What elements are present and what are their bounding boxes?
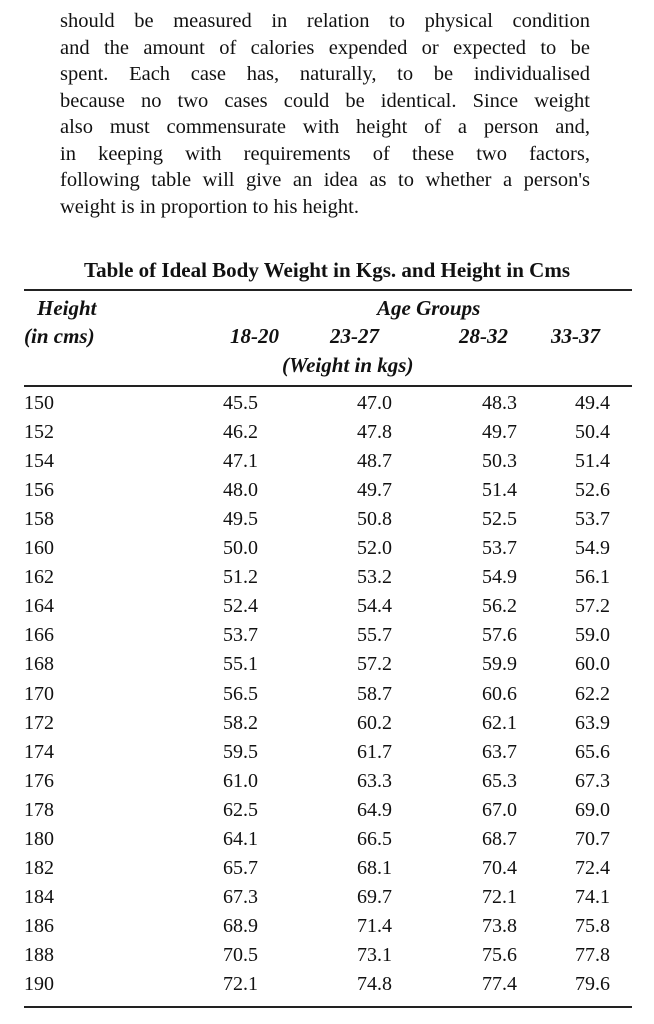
weight-unit-label: (Weight in kgs) xyxy=(282,353,414,377)
weight-cell: 61.7 xyxy=(357,740,392,763)
weight-cell: 53.2 xyxy=(357,566,392,589)
table-row xyxy=(0,421,654,450)
height-cell: 186 xyxy=(24,914,54,937)
weight-cell: 68.1 xyxy=(357,856,392,879)
paragraph-line: should be measured in relation to physical condition xyxy=(60,10,590,32)
age-group-23-27: 23-27 xyxy=(330,324,379,348)
height-cell: 170 xyxy=(24,682,54,705)
height-cell: 150 xyxy=(24,392,54,414)
weight-cell: 56.1 xyxy=(575,566,610,589)
height-cell: 178 xyxy=(24,798,54,821)
weight-cell: 70.4 xyxy=(482,856,517,879)
weight-cell: 67.3 xyxy=(223,885,258,908)
weight-cell: 72.4 xyxy=(575,856,610,879)
weight-cell: 77.8 xyxy=(575,943,610,966)
weight-cell: 74.8 xyxy=(357,973,392,995)
weight-cell: 65.6 xyxy=(575,740,610,763)
table-row xyxy=(0,741,654,770)
height-cell: 154 xyxy=(24,450,54,473)
weight-cell: 68.7 xyxy=(482,827,517,850)
weight-cell: 51.4 xyxy=(482,479,517,502)
weight-cell: 50.3 xyxy=(482,450,517,473)
weight-cell: 73.8 xyxy=(482,914,517,937)
weight-cell: 65.7 xyxy=(223,856,258,879)
weight-cell: 67.3 xyxy=(575,769,610,792)
height-cell: 158 xyxy=(24,508,54,531)
table-row xyxy=(0,712,654,741)
weight-cell: 45.5 xyxy=(223,392,258,414)
weight-cell: 53.7 xyxy=(575,508,610,531)
height-cell: 182 xyxy=(24,856,54,879)
weight-cell: 47.8 xyxy=(357,421,392,444)
table-row xyxy=(0,886,654,915)
weight-cell: 50.0 xyxy=(223,537,258,560)
paragraph-line: in keeping with requirements of these two factors, xyxy=(60,142,590,165)
weight-cell: 55.1 xyxy=(223,653,258,676)
weight-cell: 75.6 xyxy=(482,943,517,966)
table-bottom-rule xyxy=(24,1006,632,1008)
weight-cell: 51.2 xyxy=(223,566,258,589)
height-cell: 176 xyxy=(24,769,54,792)
table-row xyxy=(0,973,654,1002)
height-cell: 164 xyxy=(24,595,54,618)
height-cell: 172 xyxy=(24,711,54,734)
weight-cell: 49.7 xyxy=(482,421,517,444)
weight-cell: 75.8 xyxy=(575,914,610,937)
weight-cell: 70.5 xyxy=(223,943,258,966)
table-row xyxy=(0,683,654,712)
weight-cell: 61.0 xyxy=(223,769,258,792)
weight-cell: 49.5 xyxy=(223,508,258,531)
table-row xyxy=(0,828,654,857)
weight-cell: 62.5 xyxy=(223,798,258,821)
weight-cell: 52.5 xyxy=(482,508,517,531)
age-group-18-20: 18-20 xyxy=(230,324,279,348)
weight-cell: 49.7 xyxy=(357,479,392,502)
table-title: Table of Ideal Body Weight in Kgs. and Height in Cms xyxy=(83,258,571,282)
weight-cell: 52.4 xyxy=(223,595,258,618)
weight-cell: 48.3 xyxy=(482,392,517,414)
height-cell: 180 xyxy=(24,827,54,850)
weight-cell: 74.1 xyxy=(575,885,610,908)
weight-cell: 60.0 xyxy=(575,653,610,676)
weight-cell: 54.9 xyxy=(575,537,610,560)
weight-cell: 77.4 xyxy=(482,973,517,995)
table-row xyxy=(0,624,654,653)
weight-cell: 62.2 xyxy=(575,682,610,705)
paragraph-line: because no two cases could be identical. Since weight xyxy=(60,89,590,112)
weight-cell: 50.4 xyxy=(575,421,610,444)
paragraph-line: spent. Each case has, naturally, to be individualised xyxy=(60,63,590,85)
weight-cell: 56.5 xyxy=(223,682,258,705)
table-row xyxy=(0,450,654,479)
height-cell: 188 xyxy=(24,943,54,966)
age-group-33-37: 33-37 xyxy=(551,324,600,348)
weight-cell: 57.2 xyxy=(357,653,392,676)
weight-cell: 73.1 xyxy=(357,943,392,966)
height-unit-label: (in cms) xyxy=(24,324,95,348)
height-cell: 160 xyxy=(24,537,54,560)
table-row xyxy=(0,857,654,886)
weight-cell: 51.4 xyxy=(575,450,610,473)
weight-cell: 54.9 xyxy=(482,566,517,589)
weight-cell: 72.1 xyxy=(482,885,517,908)
weight-cell: 53.7 xyxy=(223,624,258,647)
paragraph-line: following table will give an idea as to whether a person's xyxy=(60,169,590,191)
paragraph-line: and the amount of calories expended or expected to be xyxy=(60,36,590,59)
weight-cell: 58.7 xyxy=(357,682,392,705)
height-cell: 156 xyxy=(24,479,54,502)
table-row xyxy=(0,537,654,566)
height-cell: 190 xyxy=(24,973,54,995)
weight-cell: 52.6 xyxy=(575,479,610,502)
weight-cell: 56.2 xyxy=(482,595,517,618)
weight-cell: 66.5 xyxy=(357,827,392,850)
weight-cell: 72.1 xyxy=(223,973,258,995)
weight-cell: 59.9 xyxy=(482,653,517,676)
weight-cell: 64.1 xyxy=(223,827,258,850)
height-cell: 166 xyxy=(24,624,54,647)
table-row xyxy=(0,915,654,944)
weight-cell: 71.4 xyxy=(357,914,392,937)
weight-cell: 57.2 xyxy=(575,595,610,618)
table-top-rule xyxy=(24,289,632,291)
weight-cell: 55.7 xyxy=(357,624,392,647)
height-column-header: Height xyxy=(37,296,97,320)
weight-cell: 68.9 xyxy=(223,914,258,937)
weight-cell: 63.9 xyxy=(575,711,610,734)
weight-cell: 52.0 xyxy=(357,537,392,560)
weight-cell: 59.0 xyxy=(575,624,610,647)
weight-cell: 64.9 xyxy=(357,798,392,821)
weight-cell: 48.0 xyxy=(223,479,258,502)
table-row xyxy=(0,653,654,682)
weight-cell: 57.6 xyxy=(482,624,517,647)
weight-cell: 69.0 xyxy=(575,798,610,821)
weight-cell: 67.0 xyxy=(482,798,517,821)
weight-cell: 48.7 xyxy=(357,450,392,473)
weight-cell: 58.2 xyxy=(223,711,258,734)
table-row xyxy=(0,944,654,973)
weight-cell: 70.7 xyxy=(575,827,610,850)
weight-cell: 47.1 xyxy=(223,450,258,473)
age-groups-header: Age Groups xyxy=(377,296,481,320)
weight-cell: 63.3 xyxy=(357,769,392,792)
weight-cell: 60.6 xyxy=(482,682,517,705)
height-cell: 152 xyxy=(24,421,54,444)
height-cell: 184 xyxy=(24,885,54,908)
weight-cell: 65.3 xyxy=(482,769,517,792)
weight-cell: 63.7 xyxy=(482,740,517,763)
weight-cell: 47.0 xyxy=(357,392,392,414)
weight-cell: 49.4 xyxy=(575,392,610,414)
intro-paragraph xyxy=(60,8,590,220)
height-cell: 162 xyxy=(24,566,54,589)
weight-cell: 60.2 xyxy=(357,711,392,734)
height-cell: 168 xyxy=(24,653,54,676)
table-row xyxy=(0,392,654,421)
weight-cell: 59.5 xyxy=(223,740,258,763)
table-row xyxy=(0,508,654,537)
weight-cell: 62.1 xyxy=(482,711,517,734)
table-row xyxy=(0,770,654,799)
height-cell: 174 xyxy=(24,740,54,763)
weight-cell: 46.2 xyxy=(223,421,258,444)
paragraph-line: weight is in proportion to his height. xyxy=(60,195,359,218)
weight-cell: 69.7 xyxy=(357,885,392,908)
weight-cell: 54.4 xyxy=(357,595,392,618)
paragraph-line: also must commensurate with height of a person and, xyxy=(60,116,590,138)
weight-cell: 79.6 xyxy=(575,973,610,995)
weight-cell: 53.7 xyxy=(482,537,517,560)
table-row xyxy=(0,566,654,595)
table-row xyxy=(0,799,654,828)
age-group-28-32: 28-32 xyxy=(459,324,508,348)
table-header-rule xyxy=(24,385,632,387)
weight-cell: 50.8 xyxy=(357,508,392,531)
table-row xyxy=(0,595,654,624)
table-row xyxy=(0,479,654,508)
